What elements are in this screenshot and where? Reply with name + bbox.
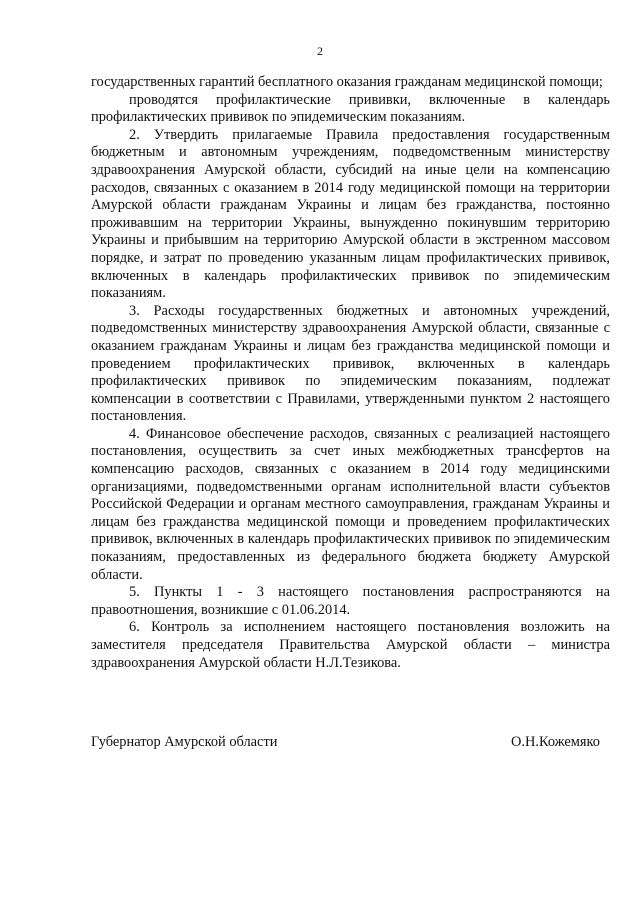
paragraph-item-2: 2. Утвердить прилагаемые Правила предоставления государственным бюджетным и автономным учреждениям, подведомственным министерству здравоохранения Амурской области, субсидий на иные цели на компенсацию расходов, связанных с оказанием в 2014 году медицинской помощи на территории Амурской области гражданам Украины и лицам без гражданства, постоянно проживавшим на территории Украины, вынужденно покинувшим территорию Украины и прибывшим на территорию Амурской области в экстренном массовом порядке, и затрат по проведению указанным лицам профилактических прививок, включенных в календарь профилактических прививок по эпидемическим показаниям. <box>91 126 610 302</box>
paragraph-item-6: 6. Контроль за исполнением настоящего постановления возложить на заместителя председателя Правительства Амурской области – министра здравоохранения Амурской области Н.Л.Тезикова. <box>91 619 610 671</box>
paragraph-continuation: государственных гарантий бесплатного оказания гражданам медицинской помощи; <box>91 74 603 90</box>
signature-block <box>91 734 600 751</box>
paragraph-vaccinations: проводятся профилактические прививки, включенные в календарь профилактических прививок по эпидемическим показаниям. <box>91 91 610 126</box>
signatory-position: Губернатор Амурской области <box>91 734 278 750</box>
paragraph-item-3: 3. Расходы государственных бюджетных и автономных учреждений, подведомственных министерству здравоохранения Амурской области, связанные с оказанием гражданам Украины и лицам без гражданства медицинской помощи и проведением профилактических прививок, включенных в календарь профилактических прививок по эпидемическим показаниям, подлежат компенсации в соответствии с Правилами, утвержденными пунктом 2 настоящего постановления. <box>91 302 610 425</box>
signatory-name: О.Н.Кожемяко <box>510 734 600 750</box>
page-number: 2 <box>317 44 323 58</box>
document-body <box>91 74 610 672</box>
paragraph-item-5: 5. Пункты 1 - 3 настоящего постановления распространяются на правоотношения, возникшие с 01.06.2014. <box>91 584 610 618</box>
paragraph-item-4: 4. Финансовое обеспечение расходов, связанных с реализацией настоящего постановления, осуществить за счет иных межбюджетных трансфертов на компенсацию расходов, связанных с оказанием в 2014 году медицинскими организациями, подведомственными органам исполнительной власти субъектов Российской Федерации и органам местного самоуправления, гражданам Украины и лицам без гражданства медицинской помощи и проведением профилактических прививок, включенных в календарь профилактических прививок по эпидемическим показаниям, предоставленных из федерального бюджета бюджету Амурской области. <box>91 425 610 583</box>
